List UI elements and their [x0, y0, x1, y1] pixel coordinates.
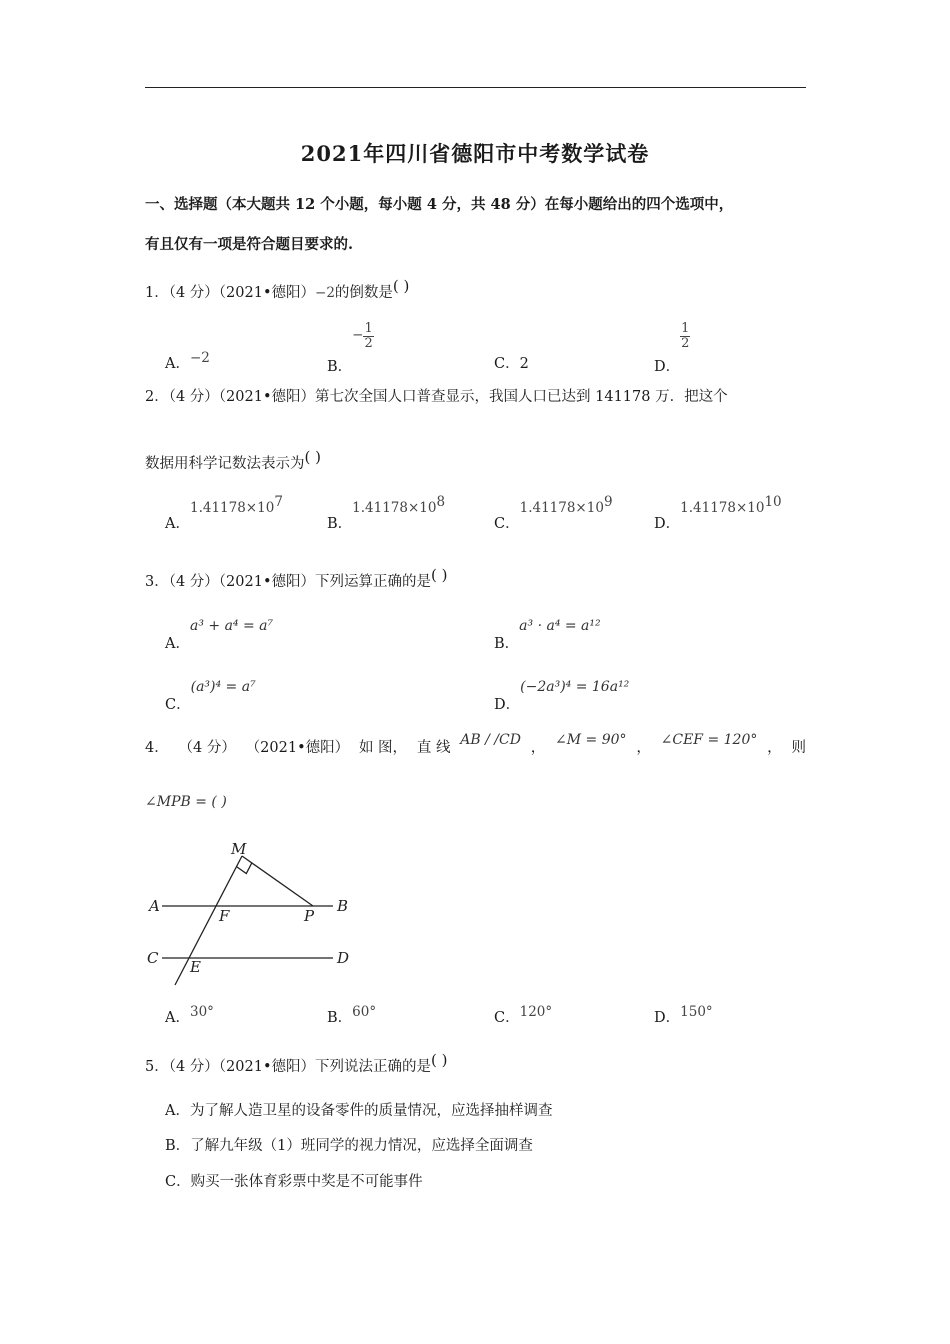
question-3: 3．（4 分）（2021•德阳）下列运算正确的是( )	[145, 566, 448, 590]
q3-option-d[interactable]: D．(−2a³)⁴ = 16a¹²	[494, 679, 630, 713]
question-1	[145, 277, 410, 302]
fraction: $\frac{1}{2}$	[364, 321, 373, 351]
q4-option-d[interactable]: D．150°	[654, 1004, 713, 1026]
question-5: 5．（4 分）（2021•德阳）下列说法正确的是( )	[145, 1051, 448, 1075]
question-2-line2: 数据用科学记数法表示为( )	[145, 448, 321, 472]
label-b: B	[337, 897, 349, 915]
q3-option-c[interactable]: C．(a³)⁴ = a⁷	[165, 679, 256, 713]
fraction: $\frac{1}{2}$	[681, 321, 690, 351]
q1-suffix: 的倒数是	[334, 285, 393, 301]
label-a: A	[149, 897, 160, 915]
q5-option-c[interactable]: C．购买一张体育彩票中奖是不可能事件	[165, 1174, 423, 1190]
label-p: P	[304, 907, 315, 925]
q1-prefix: 1．（4 分）（2021•德阳）	[145, 285, 316, 301]
q2-option-c[interactable]: C．$1.41178\times 10^9$	[494, 494, 613, 532]
q3-option-b[interactable]: B．a³ · a⁴ = a¹²	[494, 618, 601, 652]
q1-math: −2	[315, 285, 335, 301]
question-4-line2: ∠MPB = ( )	[145, 794, 227, 810]
q3-option-a[interactable]: A．a³ + a⁴ = a⁷	[165, 618, 274, 652]
segment-mp	[242, 856, 313, 906]
label-m: M	[231, 840, 247, 858]
label-c: C	[147, 949, 159, 967]
q2-option-a[interactable]: A．$1.41178\times 10^7$	[165, 494, 283, 532]
q1-option-b[interactable]: B．− $\frac{1}{2}$	[327, 321, 373, 375]
q2-option-d[interactable]: D．$1.41178\times 10^{10}$	[654, 494, 782, 532]
q4-geometry-figure	[140, 835, 370, 995]
question-4-line1: 4． （4 分） （2021•德阳） 如 图， 直 线 AB / /CD ， ∠M = 90° ， ∠CEF = 120° ， 则	[145, 732, 806, 756]
q1-option-a[interactable]: A．−2	[165, 350, 210, 372]
q4-option-b[interactable]: B．60°	[327, 1004, 377, 1026]
q1-answer-paren: ( )	[392, 277, 410, 295]
q5-option-b[interactable]: B．了解九年级（1）班同学的视力情况，应选择全面调查	[165, 1138, 533, 1154]
q1-option-c[interactable]: C．2	[494, 356, 529, 372]
section-heading-line1: 一、选择题（本大题共 12 个小题，每小题 4 分，共 48 分）在每小题给出的四个选项中，	[145, 196, 734, 213]
question-2-line1: 2．（4 分）（2021•德阳）第七次全国人口普查显示，我国人口已达到 141178 万．把这个	[145, 389, 728, 405]
q1-option-d[interactable]: D． $\frac{1}{2}$	[654, 321, 690, 375]
q5-option-a[interactable]: A．为了解人造卫星的设备零件的质量情况，应选择抽样调查	[165, 1103, 553, 1119]
page-title: 2021年四川省德阳市中考数学试卷	[300, 141, 650, 166]
q4-option-c[interactable]: C．120°	[494, 1004, 553, 1026]
q4-option-a[interactable]: A．30°	[165, 1004, 214, 1026]
label-f: F	[219, 907, 230, 925]
label-d: D	[337, 949, 350, 967]
transversal-line	[175, 856, 242, 985]
q2-option-b[interactable]: B．$1.41178\times 10^8$	[327, 494, 446, 532]
right-angle-mark	[237, 863, 252, 874]
header-rule	[145, 87, 806, 88]
label-e: E	[190, 958, 201, 976]
section-heading-line2: 有且仅有一项是符合题目要求的.	[145, 236, 354, 253]
